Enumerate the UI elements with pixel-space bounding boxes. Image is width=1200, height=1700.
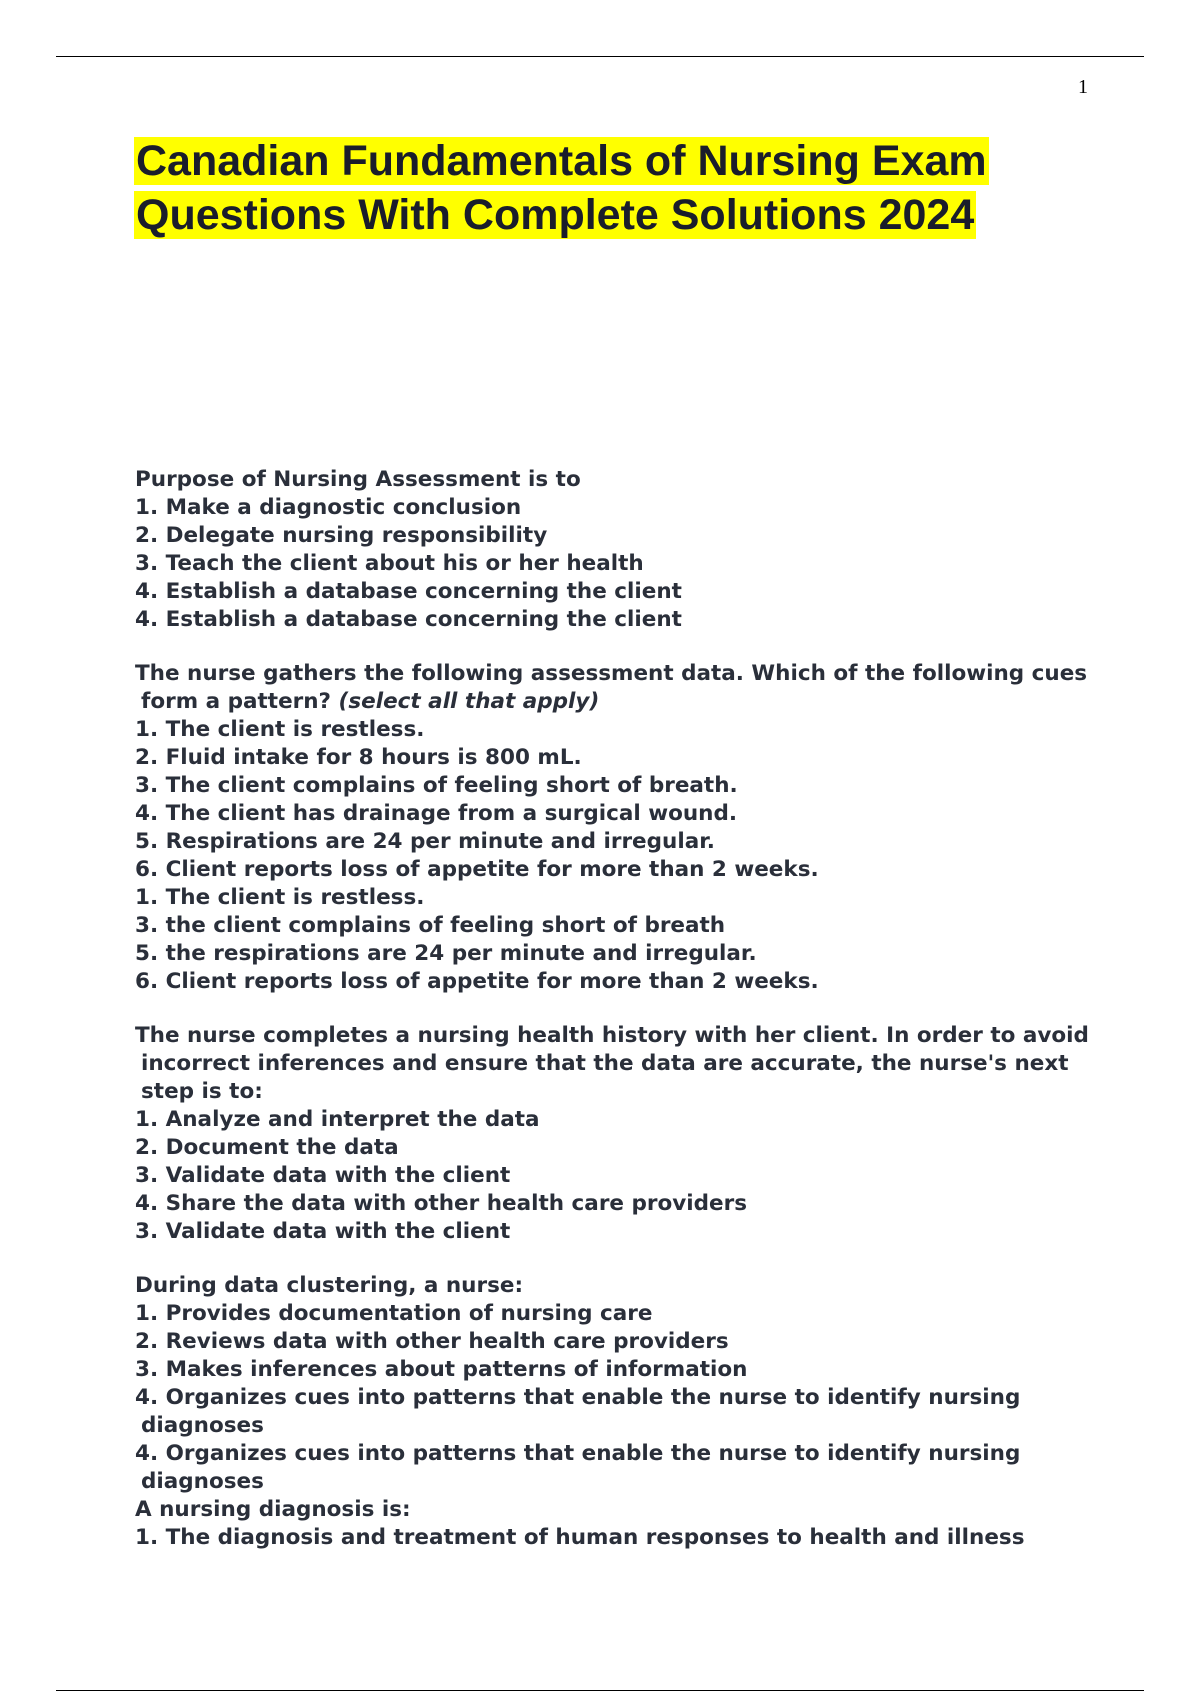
option: 4. Establish a database concerning the client xyxy=(135,579,682,604)
footer-rule xyxy=(56,1690,1144,1691)
option: 4. Organizes cues into patterns that enable the nurse to identify nursing diagnoses xyxy=(135,1385,1021,1438)
question-stem: The nurse gathers the following assessment data. Which of the following cues form a pattern? (select all that apply) xyxy=(135,661,1088,714)
option: 2. Document the data xyxy=(135,1135,399,1160)
option: 2. Fluid intake for 8 hours is 800 mL. xyxy=(135,745,582,770)
option: 2. Reviews data with other health care providers xyxy=(135,1329,729,1354)
question-stem: During data clustering, a nurse: xyxy=(135,1273,524,1298)
option: 4. Share the data with other health care providers xyxy=(135,1191,748,1216)
question-1 xyxy=(135,466,1095,634)
option: 2. Delegate nursing responsibility xyxy=(135,523,548,548)
option: 3. Makes inferences about patterns of information xyxy=(135,1357,748,1382)
page-number: 1 xyxy=(1078,76,1088,98)
stem-emphasis: (select all that apply) xyxy=(338,689,600,714)
question-4 xyxy=(135,1272,1095,1496)
answer: 3. the client complains of feeling short of breath xyxy=(135,913,726,938)
option: 5. Respirations are 24 per minute and irregular. xyxy=(135,829,715,854)
option: 1. Analyze and interpret the data xyxy=(135,1107,540,1132)
option: 3. Validate data with the client xyxy=(135,1163,511,1188)
option: 4. The client has drainage from a surgical wound. xyxy=(135,801,738,826)
question-2 xyxy=(135,660,1095,996)
header-rule xyxy=(56,56,1144,57)
question-stem: The nurse completes a nursing health history with her client. In order to avoid incorrect inferences and ensure that the data are accurate, the nurse's next step is to: xyxy=(135,1023,1089,1104)
option: 1. The diagnosis and treatment of human responses to health and illness xyxy=(135,1525,1025,1550)
option: 3. The client complains of feeling short of breath. xyxy=(135,773,738,798)
question-stem: A nursing diagnosis is: xyxy=(135,1497,411,1522)
question-list xyxy=(135,466,1095,1552)
answer: 4. Establish a database concerning the client xyxy=(135,607,682,632)
question-stem: Purpose of Nursing Assessment is to xyxy=(135,467,581,492)
question-3 xyxy=(135,1022,1095,1246)
answer: 3. Validate data with the client xyxy=(135,1219,511,1244)
answer: 5. the respirations are 24 per minute and irregular. xyxy=(135,941,757,966)
option: 1. The client is restless. xyxy=(135,717,425,742)
title-highlight: Canadian Fundamentals of Nursing Exam Questions With Complete Solutions 2024 xyxy=(136,137,987,239)
document-title xyxy=(134,134,1094,242)
answer: 4. Organizes cues into patterns that enable the nurse to identify nursing diagnoses xyxy=(135,1441,1021,1494)
question-5 xyxy=(135,1496,1095,1552)
option: 6. Client reports loss of appetite for more than 2 weeks. xyxy=(135,857,819,882)
option: 1. Make a diagnostic conclusion xyxy=(135,495,522,520)
option: 1. Provides documentation of nursing care xyxy=(135,1301,653,1326)
answer: 6. Client reports loss of appetite for more than 2 weeks. xyxy=(135,969,819,994)
answer: 1. The client is restless. xyxy=(135,885,425,910)
option: 3. Teach the client about his or her health xyxy=(135,551,644,576)
